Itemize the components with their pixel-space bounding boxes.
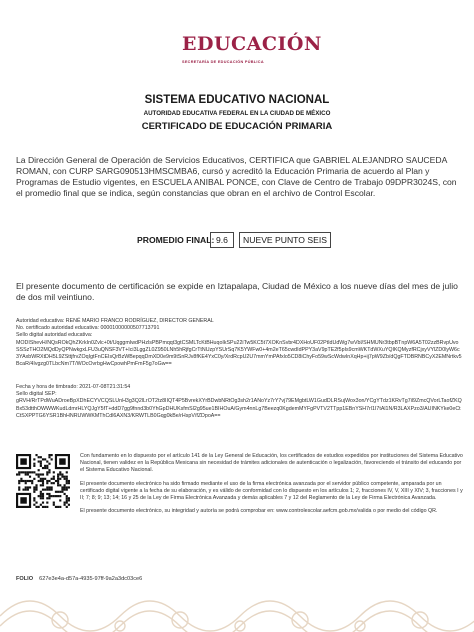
sep-seal-label: Sello digital SEP: — [16, 391, 57, 398]
system-title: SISTEMA EDUCATIVO NACIONAL — [144, 94, 330, 106]
certification-paragraph: La Dirección General de Operación de Servicios Educativos, CERTIFICA que GABRIEL ALEJANDRO SAUCEDA ROMAN, con CURP SARG090513HMSCMBA6, cursó y acreditó la Educación Primaria de acuerdo al Plan y Programas de Estudio vigentes, en ESCUELA ANIBAL PONCE, con Clave de Centro de Trabajo 09DPR3024S, con el promedio final que se indica, según constancias que obran en el archivo de Control Escolar. — [16, 155, 457, 198]
sep-signature-block — [16, 384, 462, 420]
folio-value: 627e3e4a-d57a-4935-97ff-9a2a3dc03ce6 — [39, 576, 143, 582]
authority-signature-block — [16, 318, 462, 368]
final-score-words: NUEVE PUNTO SEIS — [239, 232, 331, 248]
folio — [16, 576, 142, 582]
sep-seal-value: gRVH/RrTPdWuADroeBpXDhECYVCQSLUnH3g3Q2lLrOT2tz8IIQT4P5BvrekXYrBDwbNRtOg3sh2r1ANoYz7rY7vj79EMgbtLW1GudDLRSujWox3on/YCgYTdz1KRvTg7il9ZmcQVorLTaofZKQBx53dtthOWWWKudLdmrHLYQJgY5fT+ddD7gg9fnnd3b0YhGpDHUKsfmSl2g95ue1BIHOuA/Gym4nnLg7Beezq0KgdemMYFgPVTV2TTpp1EBnYSH7rl1I7tAl1N/R3LAXPzo3/AUINKYke0eCtCtSXPPTG6YSR1BhHNRUWWKMThCdl6AXN3/KRWTLB0Gqg0kBe/rHspV/fZDpoA== — [16, 398, 462, 419]
legal-note: Con fundamento en lo dispuesto por el artículo 141 de la Ley General de Educación, los certificados de estudios expedidos por instituciones del Sistema Educativo Nacional, tienen validez en la República Mexicana sin necesidad de trámites adicionales de autenticación o legalización, favoreciendo el tránsito del educando por el Sistema Educativo Nacional. — [80, 453, 463, 474]
legal-notes — [80, 453, 464, 521]
stamp-timestamp: Fecha y hora de timbrado: 2021-07-08T21:31:54 — [16, 384, 131, 390]
authority-title: AUTORIDAD EDUCATIVA FEDERAL EN LA CIUDAD DE MÉXICO — [143, 110, 331, 117]
logo-subtitle: SECRETARÍA DE EDUCACIÓN PÚBLICA — [182, 60, 264, 64]
final-score-value: 9.6 — [210, 232, 234, 248]
final-score-label: PROMEDIO FINAL: — [137, 235, 215, 245]
legal-note: El presente documento electrónico ha sido firmado mediante el uso de la firma electrónica avanzada por el servidor público competente, amparada por un certificado digital vigente a la fecha de su elaboración, y es válido de conformidad con lo dispuesto en los artículos 1; 2, fracciones IV, V, XIII y XIV; 3, fracciones I y II; 7; 8; 9; 13; 14; 16 y 25 de la Ley de Firma Electrónica Avanzada y demás aplicables 7 y 12 del Reglamento de la Ley de Firma Electrónica Avanzada. — [80, 480, 463, 502]
decorative-pattern — [0, 586, 474, 632]
authority-seal-label: Sello digital autoridad educativa: — [16, 332, 93, 339]
authority-seal-value: MODIShevH/NQsROkQhZKrkIn0Zvlc+0t/UqggmIwdPHzlsPBPmqqt3gtCSMLTcKtBHuqoIkSPu22iTw5KC5t7XOKnSvbr4DXHoUF02PtIdUdWg7wVbl/SHMUNr3tbpBTnpW6A5T02zzBRvpUvoSSSzTHO2MQdDyQPNwkgxLFU3uQNSF3VT+Ici3LggZL0Z950LNh5hRjfgCrTtNUzpYSUrSq7K5YWFw0+4m2eT65cwdIdPPY3aV9pTE2f5pIs9cmWKTdWXuYQIKQMyzfRCjxyVYlZD0lyW6c3YAxbWRXtDH5L9ZSttjfrvZOqIgtFnCEIsQrBzWBepqqDmXD0e9m9tSnRJv8fKE4YxC0y/XrdRcpU2U7mmYmPAfxlo5CD8iChyFo59wScWdwInXqHp+ij7pW9Zb/dQgFTDBRNBCyX2EMNrtkv5BcaR/4Ivgzg0TLbcNm7T/WOcOvrbgHwCpowhPmFmF5g7oGw== — [16, 339, 462, 368]
sep-logo — [170, 22, 322, 78]
authority-line: Autoridad educativa: RENÉ MARIO FRANCO RODRÍGUEZ, DIRECTOR GENERAL — [16, 318, 214, 324]
issue-paragraph: El presente documento de certificación se expide en Iztapalapa, Ciudad de México a los nueve días del mes de julio de dos mil veintiuno. — [16, 281, 458, 302]
certificate-number: No. certificado autoridad educativa: 00001000000507713791 — [16, 325, 160, 332]
legal-note: El presente documento electrónico, su integridad y autoría se podrá comprobar en: www.controlescolar.aefcm.gob.mx/valida o por medio del código QR. — [80, 508, 438, 515]
verification-qr-code[interactable] — [16, 454, 70, 508]
certificate-title: CERTIFICADO DE EDUCACIÓN PRIMARIA — [141, 121, 333, 132]
folio-label: FOLIO — [16, 576, 34, 582]
logo-title: EDUCACIÓN — [182, 33, 322, 55]
final-score-row — [0, 232, 474, 248]
